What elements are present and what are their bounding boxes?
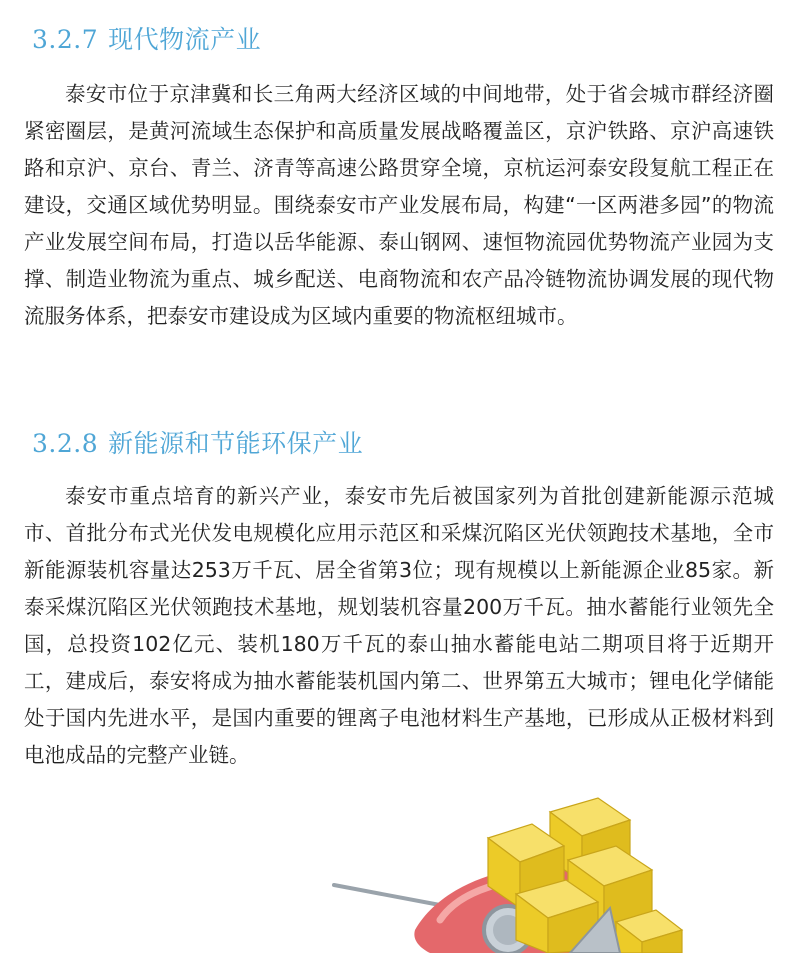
section-title: 现代物流产业 bbox=[108, 25, 262, 54]
section-title: 新能源和节能环保产业 bbox=[108, 429, 364, 458]
rocket-antenna bbox=[334, 885, 440, 905]
section-paragraph-3-2-7: 泰安市位于京津冀和长三角两大经济区域的中间地带，处于省会城市群经济圈紧密圈层，是黄河流域生态保护和高质量发展战略覆盖区，京沪铁路、京沪高速铁路和京沪、京台、青兰、济青等高速公路贯穿全境，京杭运河泰安段复航工程正在建设，交通区域优势明显。围绕泰安市产业发展布局，构建“一区两港多园”的物流产业发展空间布局，打造以岳华能源、泰山钢网、速恒物流园优势物流产业园为支撑、制造业物流为重点、城乡配送、电商物流和农产品冷链物流协调发展的现代物流服务体系，把泰安市建设成为区域内重要的物流枢纽城市。 bbox=[24, 82, 774, 328]
section-heading-3-2-7 bbox=[32, 20, 261, 56]
section-paragraph-3-2-8: 泰安市重点培育的新兴产业，泰安市先后被国家列为首批创建新能源示范城市、首批分布式光伏发电规模化应用示范区和采煤沉陷区光伏领跑技术基地，全市新能源装机容量达253万千瓦、居全省第3位；现有规模以上新能源企业85家。新泰采煤沉陷区光伏领跑技术基地，规划装机容量200万千瓦。抽水蓄能行业领先全国，总投资102亿元、装机180万千瓦的泰山抽水蓄能电站二期项目将于近期开工，建成后，泰安将成为抽水蓄能装机国内第二、世界第五大城市；锂电化学储能处于国内先进水平，是国内重要的锂离子电池材料生产基地，已形成从正极材料到电池成品的完整产业链。 bbox=[24, 484, 774, 767]
section-heading-3-2-8 bbox=[32, 424, 363, 460]
section-number: 3.2.7 bbox=[32, 25, 99, 54]
section-number: 3.2.8 bbox=[32, 429, 99, 458]
rocket-with-cargo-boxes-icon bbox=[320, 790, 800, 953]
cargo-boxes bbox=[488, 798, 682, 953]
